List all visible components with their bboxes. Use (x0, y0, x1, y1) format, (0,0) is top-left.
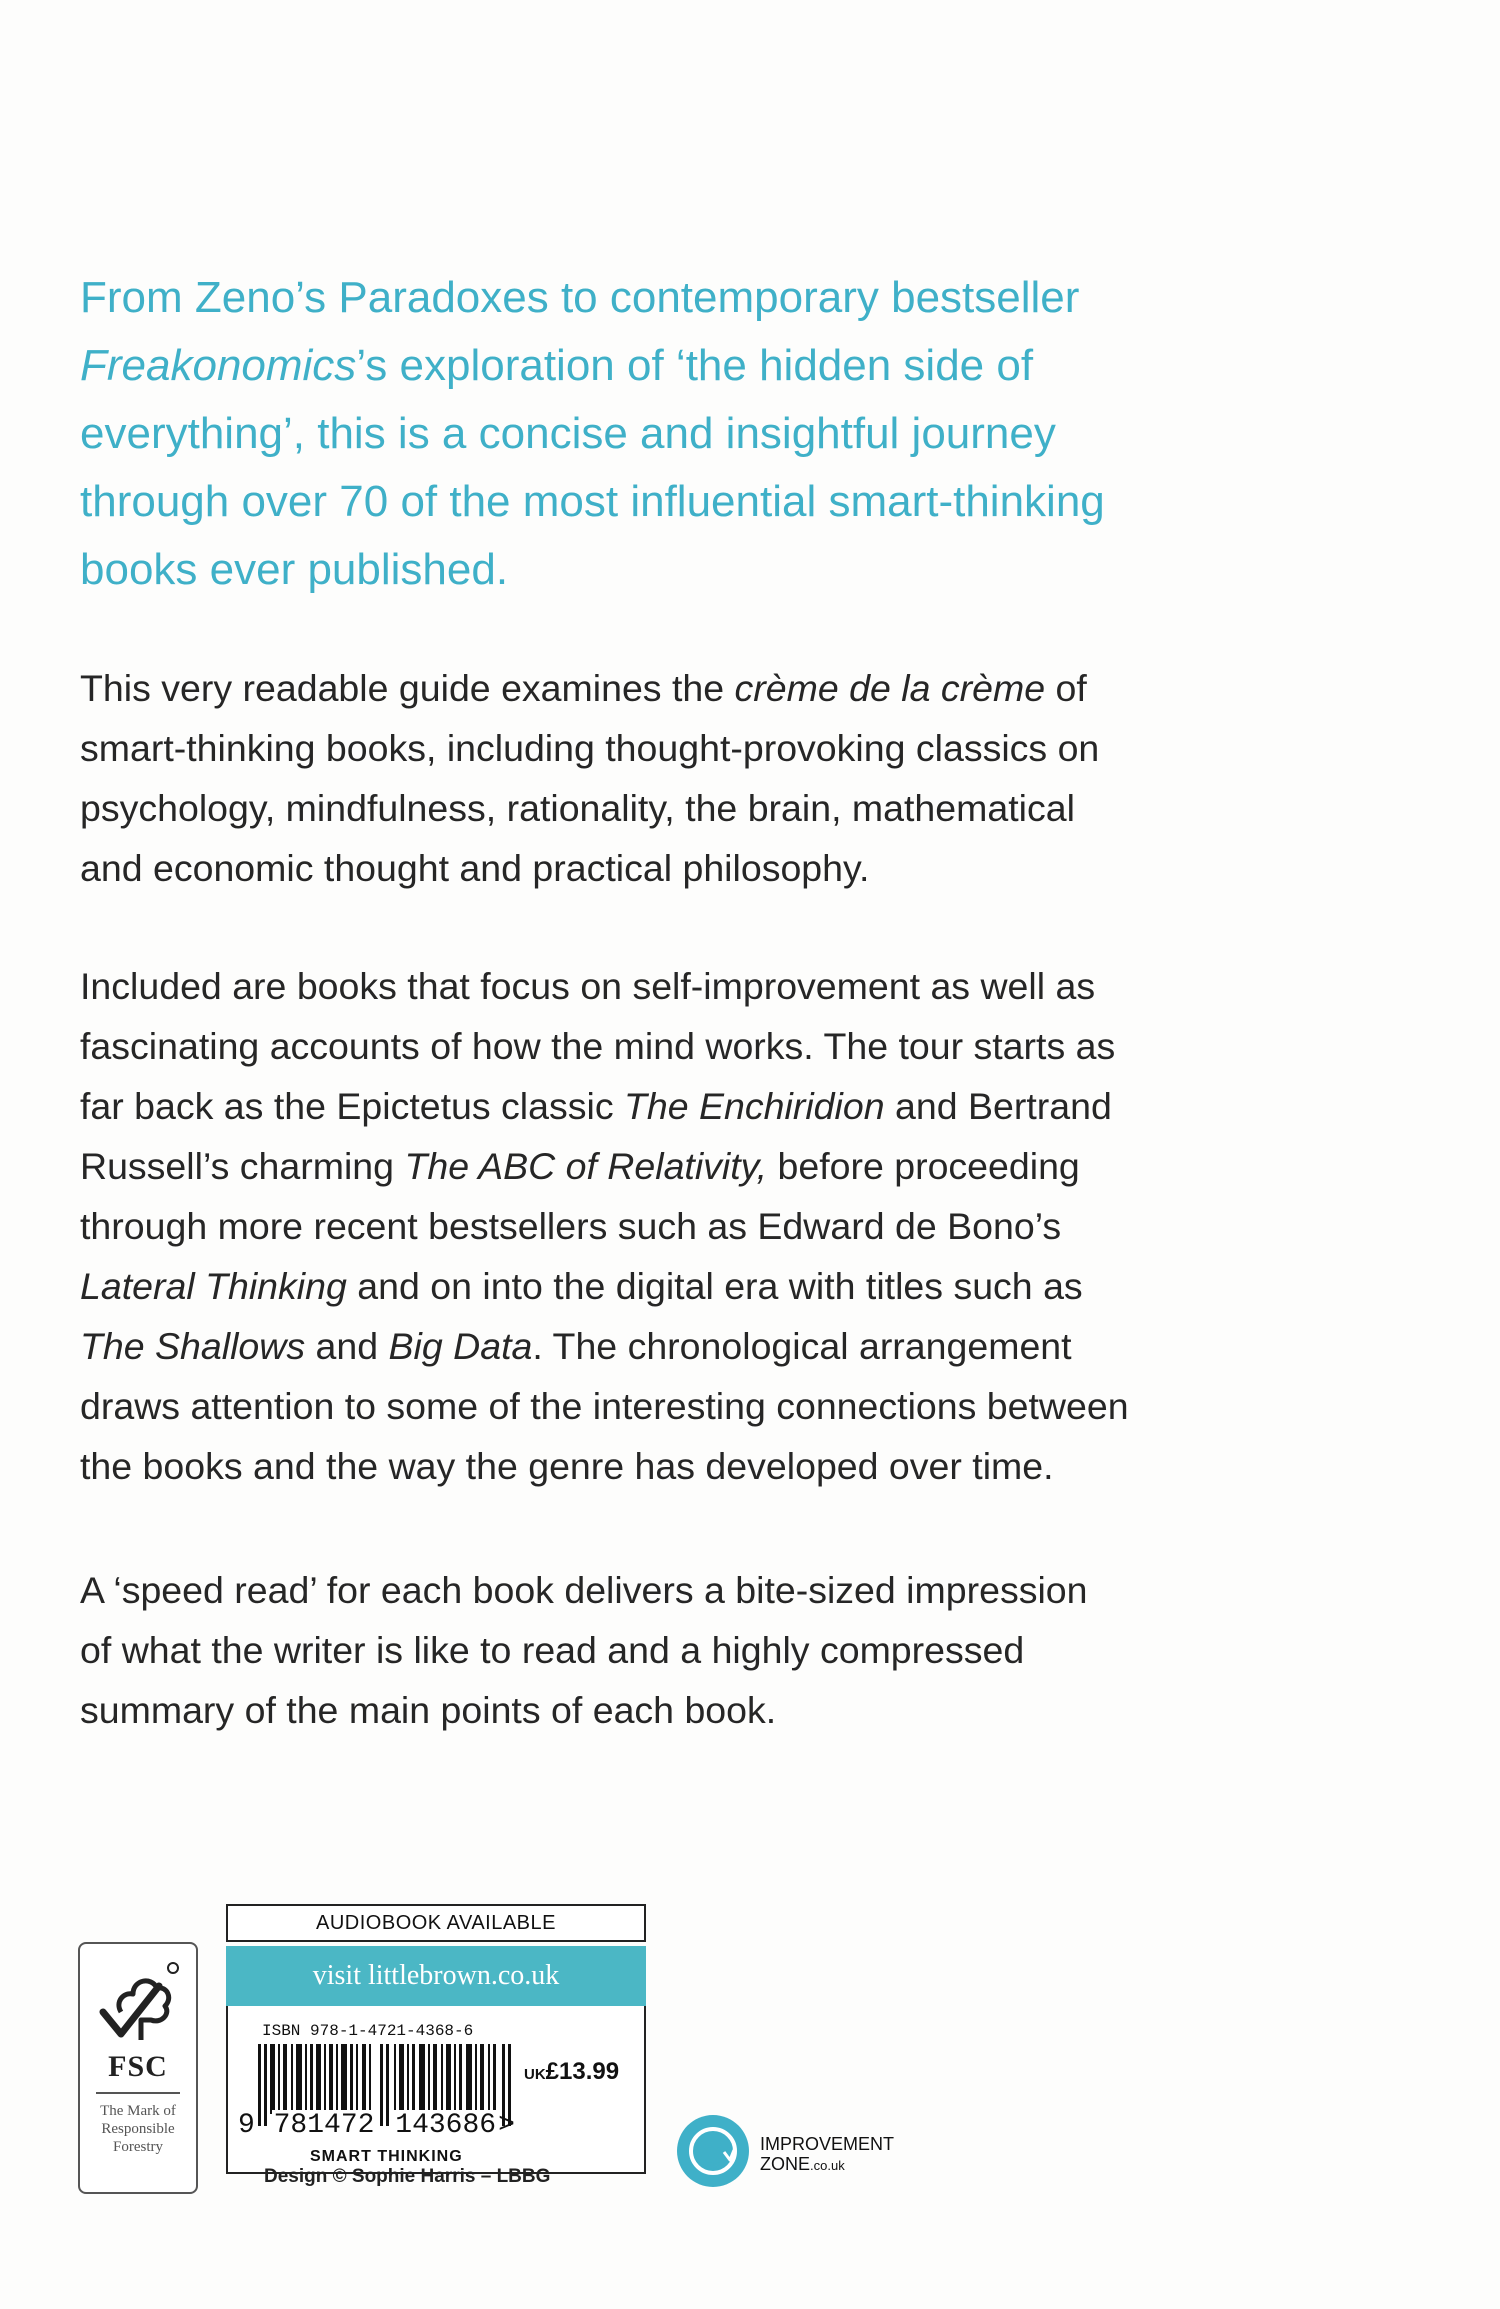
paragraph-speed-read: A ‘speed read’ for each book delivers a bite-sized impression of what the writer is like to read and a highly compressed summary of the main points of each book. (80, 1569, 1088, 1731)
fsc-divider (96, 2092, 180, 2094)
blurb-italic-title: Freakonomics (80, 341, 357, 390)
paragraph-guide: This very readable guide examines the crème de la crème of smart-thinking books, including thought-provoking classics on psychology, mindfulness, rationality, the brain, mathematical and economic thought and practical philosophy. (80, 667, 1100, 889)
barcode-box (226, 2006, 646, 2174)
improvement-zone-text: IMPROVEMENT ZONE.co.uk (760, 2134, 895, 2174)
blurb-line-3: everything’, this is a concise and insightful journey (80, 409, 1056, 458)
blurb-line-2: Freakonomics’s exploration of ‘the hidden side of (80, 341, 1034, 390)
barcode-panel (226, 1904, 646, 2174)
design-credit: Design © Sophie Harris – LBBG (264, 2166, 551, 2187)
blurb-line-5: books ever published. (80, 545, 509, 594)
blurb-line-1: From Zeno’s Paradoxes to contemporary bestseller (80, 273, 1080, 322)
series-label: SMART THINKING (310, 2148, 463, 2165)
audiobook-banner: AUDIOBOOK AVAILABLE (226, 1904, 646, 1942)
barcode-digits: 9 781472 143686> (238, 2110, 515, 2141)
improvement-zone-icon (674, 2112, 752, 2190)
visit-website-banner[interactable]: visit littlebrown.co.uk (226, 1946, 646, 2006)
fsc-name: FSC (108, 2050, 168, 2083)
isbn-label: ISBN 978-1-4721-4368-6 (262, 2022, 474, 2040)
fsc-logo (78, 1942, 198, 2194)
fsc-tagline: The Mark of Responsible Forestry (100, 2103, 176, 2155)
paragraph-included: Included are books that focus on self-improvement as well as fascinating accounts of how the mind works. The tour starts as far back as the Epictetus classic The Enchiridion and Bertrand Russell’s charming The ABC of Relativity, before proceeding through more recent bestsellers such as Edward de Bono’s Lateral Thinking and on into the digital era with titles such as The Shallows and Big Data. The chronological arrangement draws attention to some of the interesting connections between the books and the way the genre has developed over time. (80, 965, 1129, 1487)
price-label: UK£13.99 (524, 2058, 620, 2085)
fsc-tree-check-icon (93, 1956, 183, 2048)
blurb-highlight (80, 264, 1320, 604)
improvement-zone-logo[interactable] (674, 2112, 895, 2195)
blurb-line-4: through over 70 of the most influential smart-thinking (80, 477, 1105, 526)
